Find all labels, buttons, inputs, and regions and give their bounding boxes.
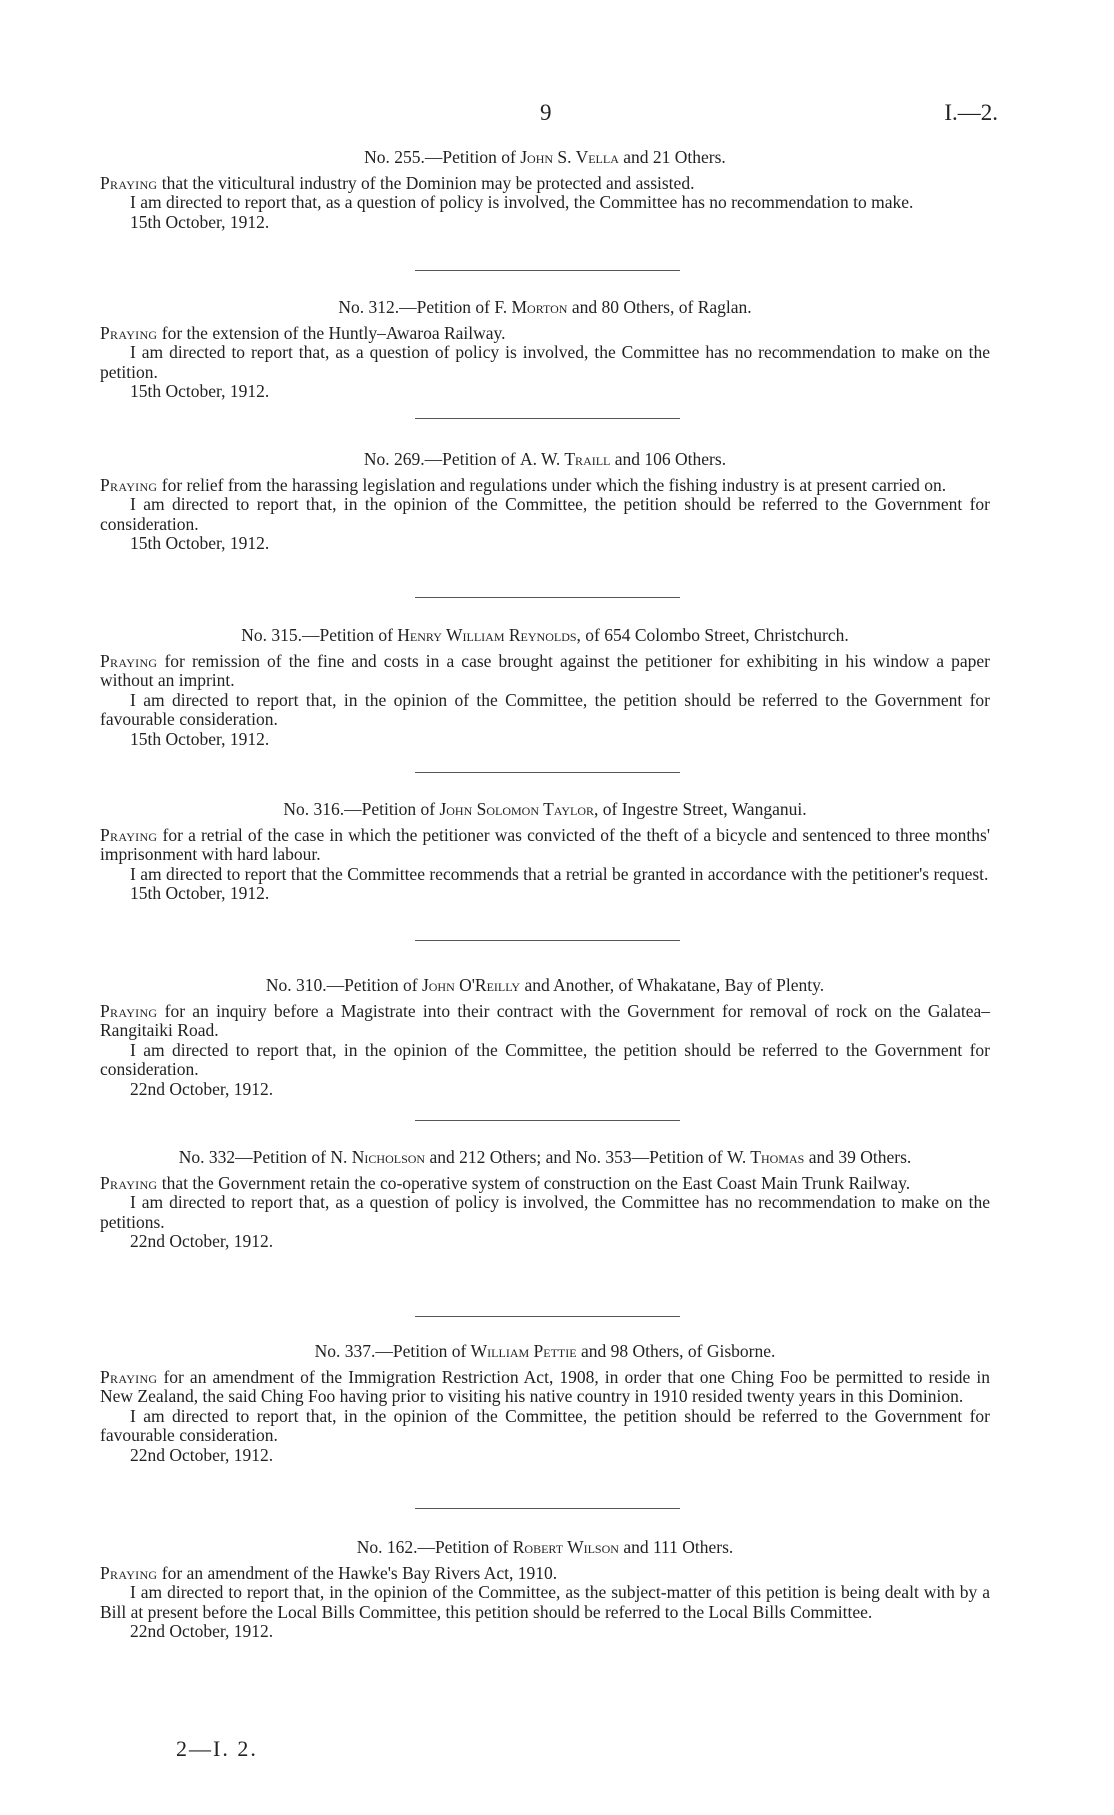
petition-praying: Praying for the extension of the Huntly–Awaroa Railway.	[100, 322, 506, 343]
section-divider	[415, 940, 680, 941]
report-date: 15th October, 1912.	[130, 728, 270, 749]
report-date: 15th October, 1912.	[130, 533, 270, 553]
petition-heading: No. 332—Petition of N. Nicholson and 212 Others; and No. 353—Petition of W. Thomas and 39 Others.	[178, 1147, 912, 1167]
committee-report: I am directed to report that, in the opinion of the Committee, the petition should be referred to the Government for consideration.	[100, 1039, 990, 1079]
petition-block	[100, 298, 990, 402]
petition-block	[100, 800, 990, 904]
petition-block	[100, 1148, 990, 1252]
report-date: 15th October, 1912.	[130, 381, 270, 401]
section-divider	[415, 772, 680, 773]
petition-heading: No. 312.—Petition of F. Morton and 80 Others, of Raglan.	[338, 297, 752, 317]
petition-praying: Praying that the Government retain the co-operative system of construction on the East Coast Main Trunk Railway.	[100, 1172, 911, 1193]
report-date: 22nd October, 1912.	[130, 1444, 274, 1465]
petition-heading: No. 162.—Petition of Robert Wilson and 111 Others.	[356, 1537, 734, 1557]
document-reference: I.—2.	[944, 100, 998, 125]
report-date: 22nd October, 1912.	[130, 1621, 274, 1641]
petition-block	[100, 976, 990, 1099]
petition-heading: No. 255.—Petition of John S. Vella and 21 Others.	[364, 147, 726, 167]
committee-report: I am directed to report that, in the opinion of the Committee, the petition should be referred to the Government for favourable consideration.	[100, 1405, 990, 1445]
section-divider	[415, 597, 680, 598]
section-divider	[415, 1120, 680, 1121]
petition-block	[100, 148, 990, 232]
section-divider	[415, 1508, 680, 1509]
petition-praying: Praying for relief from the harassing legislation and regulations under which the fishing industry is at present carried on.	[100, 474, 947, 495]
petition-heading: No. 337.—Petition of William Pettie and 98 Others, of Gisborne.	[314, 1341, 776, 1361]
petition-praying: Praying for an amendment of the Immigration Restriction Act, 1908, in order that one Ching Foo be permitted to reside in New Zealand, the said Ching Foo having prior to visiting his native country in 1910 resided twenty years in this Dominion.	[100, 1366, 990, 1406]
committee-report: I am directed to report that, in the opinion of the Committee, as the subject-matter of this petition is being dealt with by a Bill at present before the Local Bills Committee, this petition should be referred to the Local Bills Committee.	[100, 1582, 990, 1622]
report-date: 15th October, 1912.	[130, 211, 270, 232]
section-divider	[415, 1316, 680, 1317]
petition-heading: No. 316.—Petition of John Solomon Taylor, of Ingestre Street, Wanganui.	[283, 799, 807, 819]
committee-report: I am directed to report that the Committee recommends that a retrial be granted in accordance with the petitioner's request.	[130, 863, 989, 884]
petition-praying: Praying for an inquiry before a Magistrate into their contract with the Government for removal of rock on the Galatea–Rangitaiki Road.	[100, 1000, 990, 1040]
petition-praying: Praying for a retrial of the case in which the petitioner was convicted of the theft of a bicycle and sentenced to three months' imprisonment with hard labour.	[100, 824, 990, 864]
page-number: 9	[540, 100, 552, 125]
page-header	[0, 100, 1114, 134]
report-date: 15th October, 1912.	[130, 883, 270, 903]
committee-report: I am directed to report that, in the opinion of the Committee, the petition should be referred to the Government for consideration.	[100, 494, 990, 534]
committee-report: I am directed to report that, as a question of policy is involved, the Committee has no recommendation to make on the petition.	[100, 342, 990, 382]
petition-block	[100, 626, 990, 749]
petition-block	[100, 1342, 990, 1465]
section-divider	[415, 418, 680, 419]
petition-block	[100, 1538, 990, 1642]
petition-heading: No. 315.—Petition of Henry William Reynolds, of 654 Colombo Street, Christchurch.	[241, 625, 849, 645]
committee-report: I am directed to report that, as a question of policy is involved, the Committee has no recommendation to make on the petitions.	[100, 1192, 990, 1232]
petition-praying: Praying that the viticultural industry of the Dominion may be protected and assisted.	[100, 172, 695, 193]
petition-heading: No. 310.—Petition of John O'Reilly and Another, of Whakatane, Bay of Plenty.	[265, 975, 825, 995]
petition-praying: Praying for remission of the fine and costs in a case brought against the petitioner for exhibiting in his window a paper without an imprint.	[100, 650, 990, 690]
petition-praying: Praying for an amendment of the Hawke's Bay Rivers Act, 1910.	[100, 1562, 558, 1583]
report-date: 22nd October, 1912.	[130, 1078, 274, 1099]
section-divider	[415, 270, 680, 271]
petition-block	[100, 450, 990, 554]
printer-signature: 2—I. 2.	[176, 1736, 258, 1761]
report-date: 22nd October, 1912.	[130, 1231, 274, 1251]
committee-report: I am directed to report that, as a question of policy is involved, the Committee has no recommendation to make.	[130, 192, 914, 212]
petition-heading: No. 269.—Petition of A. W. Traill and 106 Others.	[363, 449, 727, 469]
committee-report: I am directed to report that, in the opinion of the Committee, the petition should be referred to the Government for favourable consideration.	[100, 689, 990, 729]
